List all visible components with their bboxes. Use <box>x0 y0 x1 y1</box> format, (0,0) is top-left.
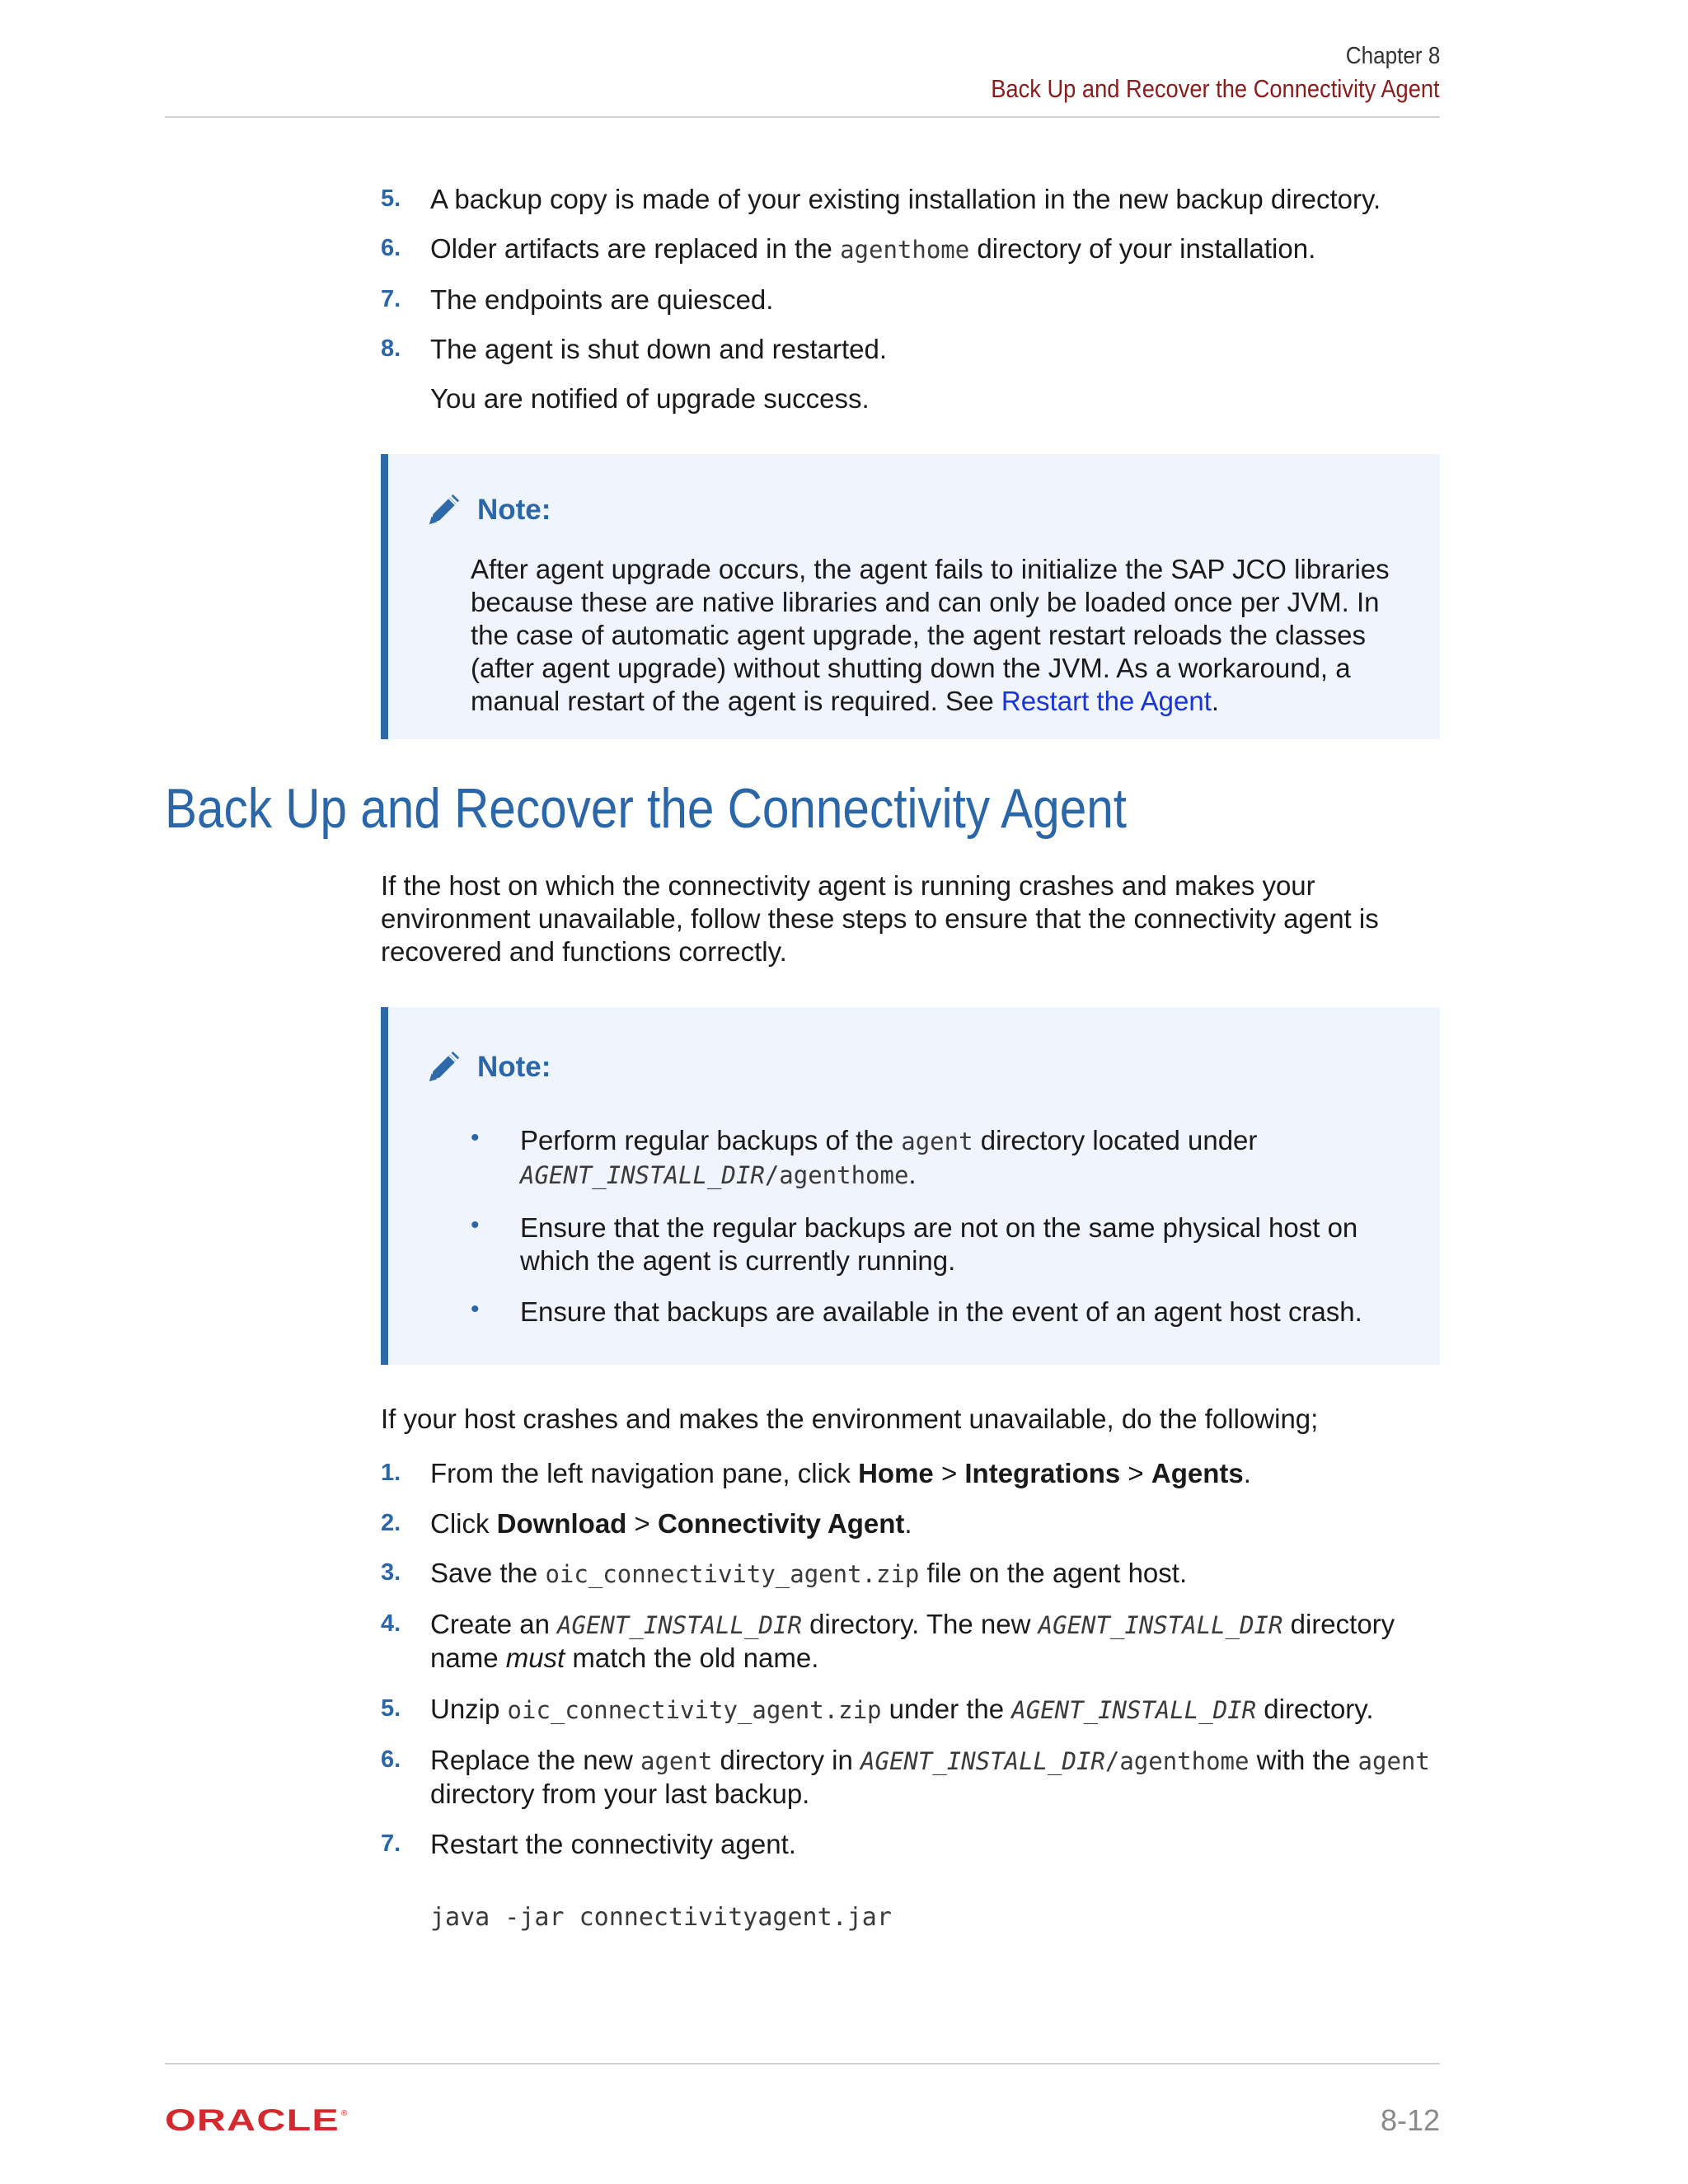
footer-rule <box>165 2063 1440 2064</box>
bullet-dot: • <box>471 1124 480 1151</box>
section-heading: Back Up and Recover the Connectivity Agent <box>165 777 1128 840</box>
code-block: java -jar connectivityagent.jar <box>430 1903 892 1932</box>
note-header <box>424 491 551 529</box>
bullet-dot: • <box>471 1212 480 1239</box>
oracle-logo <box>165 2106 350 2134</box>
bullet-dot: • <box>471 1296 480 1323</box>
restart-agent-link[interactable]: Restart the Agent <box>1001 686 1212 716</box>
svg-text:®: ® <box>341 2109 348 2118</box>
pencil-icon <box>424 491 462 529</box>
running-header-section: Back Up and Recover the Connectivity Agent <box>991 74 1440 103</box>
note-box <box>381 454 1440 739</box>
note-label: Note: <box>477 494 551 526</box>
page-number: 8-12 <box>1380 2103 1440 2137</box>
intro-paragraph: If the host on which the connectivity agent is running crashes and makes your environment unavailable, follow these steps to ensure that the connectivity agent is recovered and functions correctly. <box>381 870 1379 967</box>
note-label: Note: <box>477 1051 551 1083</box>
note-text: After agent upgrade occurs, the agent fails to initialize the SAP JCO libraries because these are native libraries and can only be loaded once per JVM. In the case of automatic agent upgrade, the agent restart reloads the classes (after agent upgrade) without shutting down the JVM. As a workaround, a manual restart of the agent is required. See Restart the Agent. <box>471 554 1390 716</box>
pencil-icon <box>424 1048 462 1086</box>
header-rule <box>165 116 1440 118</box>
note-box: Note: • Perform regular backups of the agent directory located under AGENT_INSTALL_DIR/agenthome. • Ensure that the regular backups are not on the same physical host on which the agent is currently running. • Ensure that backups are available in the event of an agent host crash. <box>381 1007 1440 1365</box>
note-header <box>424 1048 551 1086</box>
svg-text:ORACLE: ORACLE <box>165 2106 340 2134</box>
list-followup-text: You are notified of upgrade success. <box>430 383 870 414</box>
crash-intro-paragraph: If your host crashes and makes the environment unavailable, do the following; <box>381 1404 1319 1434</box>
chapter-label: Chapter 8 <box>1345 43 1440 69</box>
